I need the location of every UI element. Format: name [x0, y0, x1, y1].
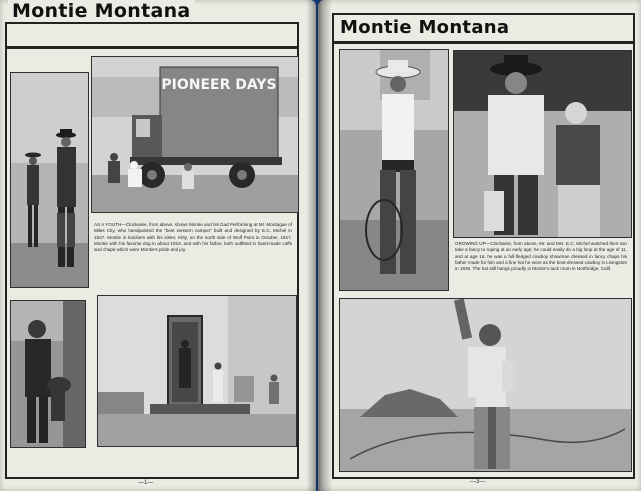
- photo-father-and-son: [10, 72, 89, 288]
- right-page-number: —3—: [470, 479, 486, 485]
- truck-sign-text: PIONEER DAYS: [161, 77, 277, 93]
- photo-pioneer-days-truck: [91, 56, 299, 213]
- photo-mr-and-mrs-michel: [453, 50, 632, 238]
- right-page-title: Montie Montana: [336, 17, 513, 38]
- left-page-caption: AS A YOUTH—Clockwise, from above, shows Montie and his Dad Performing at Mr. Montague of Miles City, who handpainted the "best western camper" built and designed by E.C. Michel in 1927. Montie in knickers with his sister, Kitty, on the north side of Wolf Point in October, 1917. Montie with his favorite dog in about 1918, and with his father, both outfitted in hand-made cuffs and chaps which were Montie's pride and joy.: [94, 222, 292, 253]
- left-page-title: Montie Montana: [8, 0, 195, 22]
- photo-cowboy-showman: [339, 298, 632, 472]
- right-title-rule: [332, 41, 634, 44]
- left-page-number: —1—: [138, 480, 154, 486]
- book-gutter-shadow: [306, 0, 332, 491]
- right-page-caption: GROWING UP—Clockwise, from above, Mr. and Mrs. E.C. Michel watched their son take a fancy to roping at an early age; he could easily do a big loop at the age of 11, and at age 16, he was a full-fledged cowboy showman dressed in fancy chaps his father made for him and a fine hat he wore as the best-dressed cowboy in Livingston in 1928. The hat still hangs proudly in Montie's tack room in Northridge, Calif.: [455, 241, 627, 272]
- photo-boy-with-dog: [10, 300, 86, 448]
- right-page: [318, 0, 641, 491]
- photo-siblings-at-house: [97, 295, 297, 447]
- left-title-rule: [5, 46, 299, 49]
- left-page: [0, 0, 316, 491]
- photo-young-cowboy-rope: [339, 49, 449, 291]
